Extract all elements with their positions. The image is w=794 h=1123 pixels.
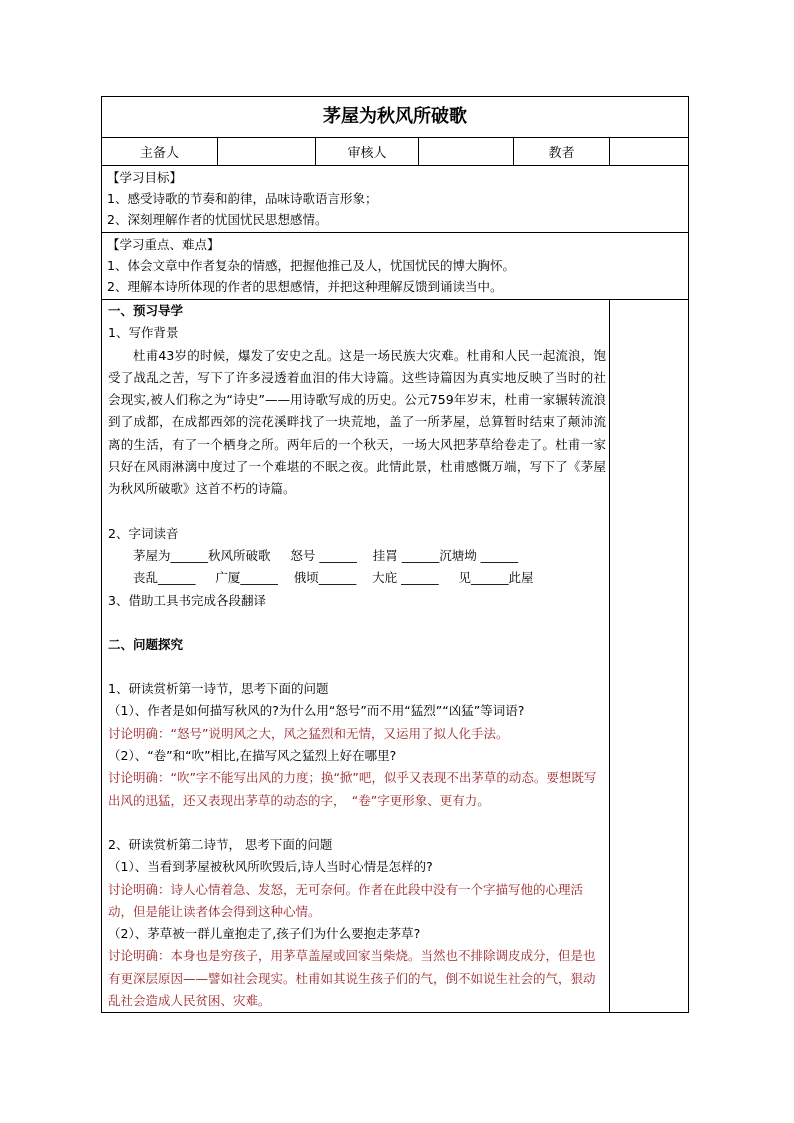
background-heading: 1、写作背景 xyxy=(108,325,179,341)
header-row xyxy=(102,138,689,166)
question-group-heading: 1、研读赏析第一诗节，思考下面的问题 xyxy=(108,681,329,697)
background-text: 杜甫43岁的时候，爆发了安史之乱。这是一场民族大灾难。杜甫和人民一起流浪，饱受了战乱之苦，写下了许多浸透着血泪的伟大诗篇。这些诗篇因为真实地反映了当时的社会现实,被人们称之为“诗史”——用诗歌写成的历史。公元759年岁末，杜甫一家辗转流浪到了成都，在成都西郊的浣花溪畔找了一块荒地，盖了一所茅屋，总算暂时结束了颠沛流离的生活，有了一个栖身之所。两年后的一个秋天，一场大风把茅草给卷走了。杜甫一家只好在风雨淋漓中度过了一个难堪的不眠之夜。此情此景，杜甫感慨万端，写下了《茅屋为秋风所破歌》这首不朽的诗篇。 xyxy=(108,347,606,497)
question: （2）、茅草被一群儿童抱走了,孩子们为什么要抱走茅草? xyxy=(108,926,421,942)
question: （2）、“卷”和“吹”相比,在描写风之猛烈上好在哪里? xyxy=(108,748,397,764)
answer: 讨论明确：“怒号”说明风之大，风之猛烈和无情，又运用了拟人化手法。 xyxy=(108,725,509,741)
page-title: 茅屋为秋风所破歌 xyxy=(102,97,689,138)
key-points-heading: 【学习重点、难点】 xyxy=(107,237,220,252)
lesson-sheet xyxy=(101,96,688,1013)
answer: 讨论明确：“吹”字不能写出风的力度；换“掀”吧，似乎又表现不出茅草的动态。要想既写出风的迅猛，还又表现出茅草的动态的字， “卷”字更形象、更有力。 xyxy=(108,770,597,808)
key-point-item: 2、理解本诗所体现的作者的思想感情，并把这种理解反馈到诵读当中。 xyxy=(107,279,503,294)
pronunciation-heading: 2、字词读音 xyxy=(108,525,179,541)
main-content xyxy=(102,300,610,1013)
reviewer-label: 审核人 xyxy=(316,138,419,166)
preparer-value[interactable] xyxy=(218,138,316,166)
pronunciation-line: 茅屋为______秋风所破歌 怒号 ______ 挂罥 ______沉塘坳 ______ xyxy=(133,547,519,563)
lesson-plan-table xyxy=(101,96,689,1013)
key-points-section xyxy=(102,233,689,300)
preview-heading: 一、预习导学 xyxy=(108,303,184,318)
teacher-label: 教者 xyxy=(514,138,610,166)
teacher-value[interactable] xyxy=(610,138,689,166)
objective-item: 2、深刻理解作者的忧国忧民思想感情。 xyxy=(107,212,328,227)
question-group-heading: 2、研读赏析第二诗节， 思考下面的问题 xyxy=(108,836,333,852)
reviewer-value[interactable] xyxy=(419,138,514,166)
translation-task: 3、借助工具书完成各段翻译 xyxy=(108,592,266,608)
pronunciation-line: 丧乱______ 广厦______ 俄顷______ 大庇 ______ 见______此屋 xyxy=(133,570,534,586)
question: （1）、作者是如何描写秋风的?为什么用“怒号”而不用“猛烈”“凶猛”等词语? xyxy=(108,703,525,719)
answer: 讨论明确：诗人心情着急、发怒，无可奈何。作者在此段中没有一个字描写他的心理活动，但是能让读者体会得到这种心情。 xyxy=(108,881,584,919)
objective-item: 1、感受诗歌的节奏和韵律，品味诗歌语言形象； xyxy=(107,191,378,206)
preparer-label: 主备人 xyxy=(102,138,218,166)
objectives-heading: 【学习目标】 xyxy=(107,170,183,185)
objectives-section xyxy=(102,166,689,233)
notes-column[interactable] xyxy=(610,300,689,1013)
answer: 讨论明确：本身也是穷孩子，用茅草盖屋或回家当柴烧。当然也不排除调皮成分，但是也有更深层原因——譬如社会现实。杜甫如其说生孩子们的气，倒不如说生社会的气，狠动乱社会造成人民贫困、灾难。 xyxy=(108,948,596,1009)
inquiry-heading: 二、问题探究 xyxy=(108,636,184,652)
key-point-item: 1、体会文章中作者复杂的情感，把握他推己及人，忧国忧民的博大胸怀。 xyxy=(107,258,515,273)
question: （1）、当看到茅屋被秋风所吹毁后,诗人当时心情是怎样的? xyxy=(108,859,433,875)
